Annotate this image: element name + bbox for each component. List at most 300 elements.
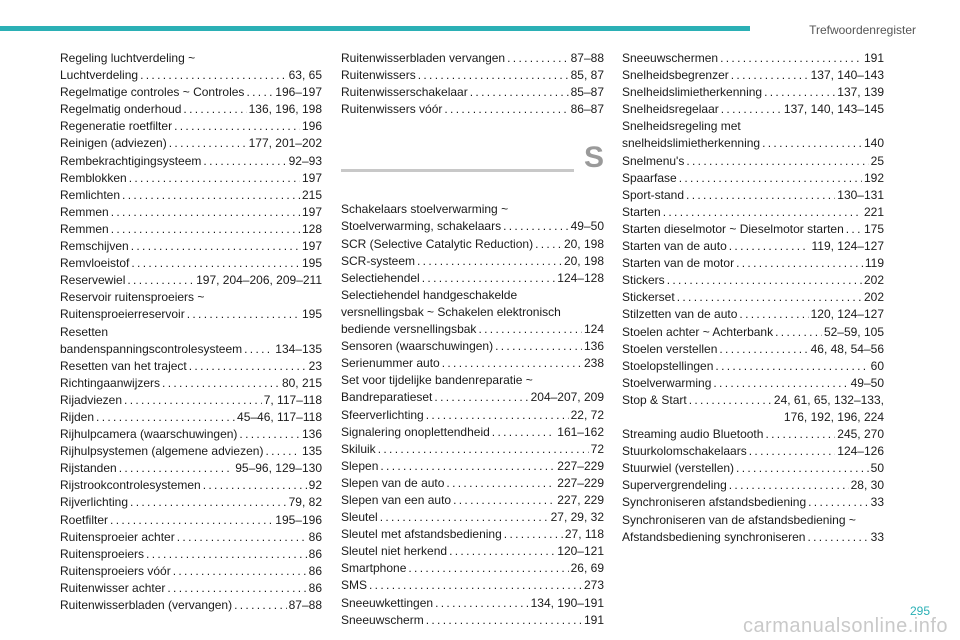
dot-leader (119, 460, 234, 477)
index-entry (622, 50, 884, 67)
dot-leader (434, 389, 528, 406)
entry-label: Bandreparatieset (341, 390, 433, 405)
entry-label: Skiluik (341, 441, 376, 456)
index-entry (341, 475, 604, 492)
entry-pages: 215 (301, 187, 322, 202)
entry-pages: 85, 87 (570, 68, 604, 83)
entry-pages: 136 (583, 339, 604, 354)
index-entry (341, 236, 604, 253)
entry-pages: 175 (863, 221, 884, 236)
entry-label: Starten van de motor (622, 256, 735, 271)
dot-leader (177, 529, 307, 546)
entry-label: Ruitensproeier achter (60, 529, 175, 544)
entry-pages: 72 (590, 441, 604, 456)
dot-leader (775, 324, 822, 341)
entry-label: Streaming audio Bluetooth (622, 427, 764, 442)
entry-pages: 49–50 (850, 375, 884, 390)
index-entry (341, 355, 604, 372)
entry-label: Regeneratie roetfilter (60, 119, 173, 134)
entry-label: bediende versnellingsbak (341, 322, 477, 337)
dot-leader (380, 458, 555, 475)
entry-text: versnellingsbak ~ Schakelen elektronisch (341, 304, 561, 319)
index-entry (60, 187, 322, 204)
entry-pages: 197 (301, 239, 322, 254)
entry-label: Remschijven (60, 239, 129, 254)
dot-leader (807, 529, 868, 546)
index-entry (622, 289, 884, 306)
index-entry (341, 458, 604, 475)
entry-pages: 7, 117–118 (263, 392, 322, 407)
dot-leader (127, 272, 194, 289)
dot-leader (265, 443, 300, 460)
entry-pages: 192 (863, 170, 884, 185)
index-entry (622, 101, 884, 118)
entry-pages: 195 (301, 256, 322, 271)
dot-leader (124, 392, 262, 409)
index-entry (60, 101, 322, 118)
entry-pages: 33 (870, 529, 884, 544)
entry-label: Richtingaanwijzers (60, 375, 161, 390)
dot-leader (417, 253, 562, 270)
dot-leader (203, 153, 286, 170)
entry-label: Rembekrachtigingsysteem (60, 153, 202, 168)
entry-pages: 92–93 (288, 153, 322, 168)
entry-pages: 227–229 (557, 475, 604, 490)
entry-label: SCR (Selective Catalytic Reduction) (341, 236, 534, 251)
section-letter: S (583, 141, 604, 175)
entry-pages: 191 (863, 51, 884, 65)
index-list (341, 50, 604, 118)
index-entry (622, 255, 884, 272)
dot-leader (246, 84, 273, 101)
entry-label: Stoelverwarming, schakelaars (341, 219, 502, 234)
dot-leader (504, 526, 563, 543)
index-entry (622, 529, 884, 546)
index-entry (622, 460, 884, 477)
dot-leader (129, 170, 300, 187)
index-entry (60, 375, 322, 392)
dot-leader (140, 67, 287, 84)
entry-pages: 140 (863, 136, 884, 151)
entry-pages: 135 (301, 444, 322, 459)
index-entry (341, 270, 604, 287)
dot-leader (762, 135, 862, 152)
entry-label: Rijadviezen (60, 392, 123, 407)
entry-label: Rijhulpsystemen (algemene adviezen) (60, 444, 264, 459)
entry-label: Remmen (60, 221, 109, 236)
entry-pages: 195 (301, 307, 322, 322)
entry-label: Luchtverdeling (60, 68, 139, 83)
entry-text: Schakelaars stoelverwarming ~ (341, 202, 509, 217)
entry-label: Starten dieselmotor ~ Dieselmotor starten (622, 221, 844, 236)
entry-label: Stoelen achter ~ Achterbank (622, 324, 774, 339)
index-entry (622, 426, 884, 443)
dot-leader (686, 187, 835, 204)
entry-label: Starten (622, 204, 661, 219)
entry-pages: 161–162 (557, 424, 604, 439)
dot-leader (739, 306, 808, 323)
entry-label: Sneeuwscherm (341, 612, 424, 627)
index-entry (60, 67, 322, 84)
entry-label: Supervergrendeling (622, 478, 727, 493)
entry-label: Sensoren (waarschuwingen) (341, 339, 494, 354)
entry-label: Rijhulpcamera (waarschuwingen) (60, 427, 238, 442)
entry-label: Rijverlichting (60, 495, 129, 510)
entry-label: Remmen (60, 204, 109, 219)
entry-pages: 85–87 (570, 85, 604, 100)
dot-leader (239, 426, 300, 443)
index-entry (60, 341, 322, 358)
index-entry (622, 272, 884, 289)
entry-label: Smartphone (341, 561, 407, 576)
index-entry (60, 272, 322, 289)
entry-pages: 46, 48, 54–56 (810, 341, 884, 356)
dot-leader (234, 597, 287, 614)
index-entry (60, 255, 322, 272)
entry-pages: 24, 61, 65, 132–133, (773, 392, 884, 407)
dot-leader (162, 375, 280, 392)
entry-label: Ruitensproeiers vóór (60, 563, 171, 578)
entry-pages: 191 (583, 612, 604, 627)
entry-pages: 245, 270 (837, 427, 884, 442)
page-header-title: Trefwoordenregister (809, 23, 916, 37)
index-entry (60, 135, 322, 152)
entry-pages: 196 (301, 119, 322, 134)
index-entry (341, 612, 604, 629)
entry-label: Reinigen (adviezen) (60, 136, 167, 151)
dot-leader (470, 84, 569, 101)
index-entry (60, 546, 322, 563)
dot-leader (846, 221, 862, 238)
entry-pages: 50 (870, 461, 884, 476)
entry-label: Stickerset (622, 290, 675, 305)
entry-pages: 196–197 (275, 85, 322, 100)
entry-pages: 60 (870, 358, 884, 373)
entry-pages: 86 (308, 580, 322, 595)
entry-pages: 33 (870, 495, 884, 510)
entry-label: Sneeuwkettingen (341, 595, 434, 610)
entry-label: Selectiehendel (341, 270, 420, 285)
index-entry (60, 204, 322, 221)
dot-leader (130, 494, 287, 511)
index-entry (622, 477, 884, 494)
index-entry (60, 84, 322, 101)
dot-leader (667, 272, 862, 289)
header-accent-bar (0, 26, 750, 31)
entry-label: Ruitenwissers (341, 68, 416, 83)
index-entry (341, 543, 604, 560)
index-entry (622, 67, 884, 84)
dot-leader (679, 170, 862, 187)
dot-leader (378, 441, 589, 458)
dot-leader (169, 135, 247, 152)
entry-label: Slepen van een auto (341, 492, 452, 507)
entry-pages: 273 (583, 578, 604, 593)
index-entry (622, 204, 884, 221)
dot-leader (686, 153, 868, 170)
entry-pages: 128 (301, 221, 322, 236)
index-column-1 (60, 50, 322, 614)
index-entry (622, 358, 884, 375)
entry-pages: 221 (863, 204, 884, 219)
index-entry (622, 84, 884, 101)
entry-label: Ruitensproeiers (60, 546, 145, 561)
entry-label: Remblokken (60, 170, 127, 185)
dot-leader (720, 50, 862, 67)
entry-text: Synchroniseren van de afstandsbediening ~ (622, 512, 856, 527)
page-number: 295 (909, 604, 930, 618)
entry-pages: 195–196 (275, 512, 322, 527)
entry-label: Stickers (622, 273, 665, 288)
entry-label: Stop & Start (622, 392, 687, 407)
entry-pages: 27, 118 (564, 527, 604, 542)
index-entry (60, 358, 322, 375)
entry-pages: 26, 69 (570, 561, 604, 576)
index-entry (622, 153, 884, 170)
dot-leader (444, 101, 568, 118)
entry-pages-continued: 176, 192, 196, 224 (783, 409, 884, 424)
entry-label: Rijstrookcontrolesystemen (60, 478, 201, 493)
index-entry (341, 492, 604, 509)
entry-pages: 45–46, 117–118 (237, 409, 322, 424)
entry-label: Sleutel niet herkend (341, 544, 448, 559)
index-entry (622, 187, 884, 204)
dot-leader (453, 492, 555, 509)
entry-label: Snelheidsregelaar (622, 102, 719, 117)
dot-leader (167, 580, 306, 597)
entry-text: Regeling luchtverdeling ~ (60, 51, 196, 65)
dot-leader (146, 546, 307, 563)
index-entry (341, 509, 604, 526)
dot-leader (426, 407, 569, 424)
index-entry (341, 84, 604, 101)
dot-leader (380, 509, 549, 526)
dot-leader (203, 477, 307, 494)
entry-label: Slepen (341, 458, 379, 473)
index-entry (341, 577, 604, 594)
entry-label: Starten van de auto (622, 239, 727, 254)
entry-text: Snelheidsregeling met (622, 119, 741, 134)
entry-pages: 136 (301, 427, 322, 442)
dot-leader (131, 238, 300, 255)
entry-pages: 87–88 (288, 598, 322, 612)
entry-label: Ruitenwisser achter (60, 580, 166, 595)
index-entry (622, 324, 884, 341)
index-entry (60, 563, 322, 580)
entry-label: Signalering onoplettendheid (341, 424, 490, 439)
entry-pages: 86 (308, 546, 322, 561)
entry-pages: 52–59, 105 (823, 324, 884, 339)
index-list (60, 50, 322, 614)
dot-leader (189, 358, 307, 375)
index-entry (60, 153, 322, 170)
entry-pages: 20, 198 (563, 236, 604, 251)
index-entry (341, 321, 604, 338)
index-entry (341, 407, 604, 424)
index-entry (60, 512, 322, 529)
dot-leader (418, 67, 569, 84)
entry-pages: 202 (863, 290, 884, 305)
entry-label: Ruitenwisserbladen (vervangen) (60, 598, 233, 612)
index-entry (341, 560, 604, 577)
entry-label: Sleutel (341, 510, 378, 525)
index-entry (622, 494, 884, 511)
index-entry (60, 426, 322, 443)
entry-label: Ruitenwisserschakelaar (341, 85, 468, 100)
index-entry (622, 341, 884, 358)
entry-pages: 20, 198 (563, 253, 604, 268)
dot-leader (442, 355, 582, 372)
entry-label: Stuurkolomschakelaars (622, 444, 747, 459)
dot-leader (765, 426, 835, 443)
index-entry (60, 597, 322, 614)
dot-leader (173, 563, 307, 580)
entry-pages: 63, 65 (288, 68, 322, 83)
entry-pages: 197 (301, 204, 322, 219)
section-divider (341, 169, 574, 172)
entry-pages: 124 (583, 322, 604, 337)
entry-label: Sfeerverlichting (341, 407, 424, 422)
dot-leader (369, 577, 582, 594)
dot-leader (689, 392, 772, 409)
dot-leader (110, 512, 273, 529)
entry-label: Ruitensproeierreservoir (60, 307, 185, 322)
entry-pages: 134–135 (275, 341, 322, 356)
dot-leader (187, 306, 300, 323)
index-entry (341, 101, 604, 118)
entry-pages: 227–229 (557, 458, 604, 473)
entry-label: snelheidslimietherkenning (622, 136, 761, 151)
entry-text: Resetten (60, 324, 109, 339)
index-entry (622, 135, 884, 152)
entry-label: Snelheidsbegrenzer (622, 68, 729, 83)
dot-leader (96, 409, 235, 426)
entry-label: Reservewiel (60, 273, 126, 288)
entry-pages: 22, 72 (570, 407, 604, 422)
entry-pages: 197, 204–206, 209–211 (196, 273, 322, 288)
entry-pages: 238 (583, 356, 604, 371)
entry-pages: 227, 229 (557, 492, 604, 507)
entry-label: Remlichten (60, 187, 121, 202)
index-entry (60, 170, 322, 187)
entry-label: Sneeuwschermen (622, 51, 719, 65)
index-entry (341, 50, 604, 67)
index-list (341, 201, 604, 628)
dot-leader (535, 236, 562, 253)
entry-label: Sleutel met afstandsbediening (341, 527, 502, 542)
dot-leader (503, 218, 569, 235)
entry-label: Snelmenu's (622, 153, 685, 168)
entry-label: Snelheidslimietherkenning (622, 85, 763, 100)
entry-label: Ruitenwisserbladen vervangen (341, 51, 506, 65)
entry-pages: 130–131 (837, 187, 884, 202)
entry-label: SMS (341, 578, 368, 593)
entry-pages: 197 (301, 170, 322, 185)
entry-text: Reservoir ruitensproeiers ~ (60, 290, 205, 305)
entry-pages: 86 (308, 563, 322, 578)
index-entry (341, 338, 604, 355)
index-column-2 (341, 50, 604, 629)
entry-pages: 136, 196, 198 (248, 102, 322, 117)
dot-leader (719, 341, 808, 358)
dot-leader (131, 255, 300, 272)
index-entry (622, 392, 884, 409)
entry-pages: 28, 30 (850, 478, 884, 493)
entry-pages: 119, 124–127 (811, 239, 884, 254)
dot-leader (422, 270, 556, 287)
entry-pages: 23 (308, 358, 322, 373)
index-column-3 (622, 50, 884, 546)
index-entry (341, 218, 604, 235)
dot-leader (808, 494, 869, 511)
dot-leader (731, 67, 809, 84)
entry-label: Stuurwiel (verstellen) (622, 461, 735, 476)
index-entry (60, 580, 322, 597)
index-entry (341, 67, 604, 84)
entry-label: Rijstanden (60, 461, 117, 476)
section-header-s (341, 141, 604, 191)
entry-label: Slepen van de auto (341, 475, 445, 490)
entry-label: Roetfilter (60, 512, 109, 527)
dot-leader (663, 204, 862, 221)
entry-pages: 137, 140–143 (810, 68, 884, 83)
index-entry (341, 424, 604, 441)
entry-pages: 137, 139 (837, 85, 884, 100)
dot-leader (111, 204, 300, 221)
entry-label: Ruitenwissers vóór (341, 102, 443, 117)
entry-label: Serienummer auto (341, 356, 440, 371)
dot-leader (449, 543, 555, 560)
entry-label: Afstandsbediening synchroniseren (622, 529, 806, 544)
watermark: carmanualsonline.info (742, 615, 948, 637)
index-entry (60, 494, 322, 511)
dot-leader (721, 101, 782, 118)
dot-leader (495, 338, 582, 355)
index-entry (60, 460, 322, 477)
entry-pages: 86 (308, 529, 322, 544)
entry-label: SCR-systeem (341, 253, 416, 268)
entry-pages: 92 (308, 478, 322, 493)
entry-pages: 124–126 (837, 444, 884, 459)
index-entry (341, 253, 604, 270)
entry-pages: 134, 190–191 (530, 595, 604, 610)
entry-pages: 87–88 (570, 51, 604, 65)
dot-leader (764, 84, 835, 101)
index-entry (60, 443, 322, 460)
entry-pages: 137, 140, 143–145 (783, 102, 884, 117)
entry-pages: 177, 201–202 (248, 136, 322, 151)
entry-label: Rijden (60, 409, 95, 424)
dot-leader (408, 560, 568, 577)
entry-pages: 124–128 (557, 270, 604, 285)
dot-leader (122, 187, 300, 204)
dot-leader (729, 238, 810, 255)
entry-label: Resetten van het traject (60, 358, 187, 373)
entry-pages: 49–50 (570, 219, 604, 234)
index-entry (60, 477, 322, 494)
index-entry (622, 306, 884, 323)
index-entry (60, 529, 322, 546)
entry-text: Selectiehendel handgeschakelde (341, 287, 518, 302)
entry-pages: 120–121 (557, 544, 604, 559)
index-list (622, 50, 884, 546)
entry-label: Synchroniseren afstandsbediening (622, 495, 807, 510)
entry-label: Stoelen verstellen (622, 341, 718, 356)
entry-label: Stilzetten van de auto (622, 307, 738, 322)
index-entry (341, 595, 604, 612)
entry-pages: 80, 215 (281, 375, 322, 390)
entry-pages: 95–96, 129–130 (235, 461, 322, 476)
